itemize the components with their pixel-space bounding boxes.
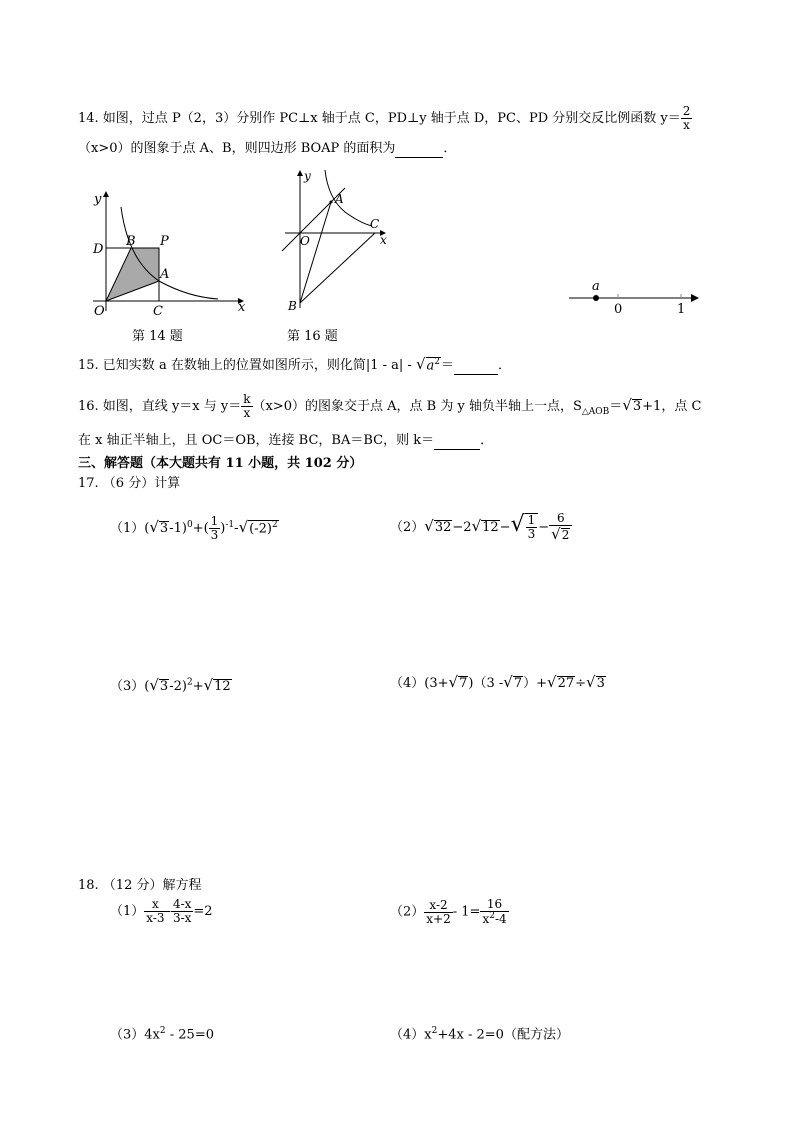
sqrt-32: 32 [434,520,452,535]
part-label: （1） [110,904,145,920]
term: +4x - 2=0（配方法） [437,1027,569,1043]
sqrt-27: 27 [557,676,575,691]
frac-denominator: x [243,406,251,421]
term: -4 [494,912,507,927]
label-C: C [153,304,163,319]
minus: - [234,521,239,537]
exponent: 2 [489,911,495,922]
period: ． [480,433,494,448]
figure-14-caption: 第 14 题 [132,329,183,344]
radical-sign: √ [203,676,214,694]
q17-part4 [390,673,606,692]
frac-denominator: x-3 [146,911,165,926]
radical-sign: √ [586,673,596,691]
fraction-4-x-over-3-x [171,898,193,925]
frac-numerator: k [243,392,251,406]
minus: − [538,520,550,535]
label-x: x [380,233,387,247]
frac-denominator: 3 [527,527,536,541]
y-axis-arrow [297,170,303,176]
q14-line1 [78,105,692,132]
paren: ( [144,521,150,537]
label-A: A [160,267,170,282]
exponent: 0 [186,519,193,530]
frac-numerator: 6 [549,512,572,526]
q15-line [78,355,511,375]
term: (3+ [424,676,449,691]
q18-part1 [110,898,213,925]
point-A [330,201,333,204]
plus: + [192,679,204,694]
term: - 25=0 [165,1027,214,1043]
q16-text-1: 16. 如图，直线 y＝x 与 y＝ [78,399,242,415]
sqrt-fraction [525,513,539,541]
number-line [565,278,705,318]
part-label: （1） [110,521,145,537]
frac-denominator: 3 [210,528,219,543]
q14-line2 [78,141,456,158]
part-label: （3） [110,1027,145,1043]
term: +( [192,521,209,537]
answer-blank[interactable] [454,358,498,375]
sqrt-a-squared [426,357,442,374]
radical-sign: √ [503,673,513,691]
frac-denominator [480,912,508,926]
period: ． [443,141,457,156]
exponent: 2 [159,1026,166,1036]
part-label: （4） [390,676,425,691]
frac-numerator: 16 [480,898,508,912]
frac-numerator: x-2 [424,899,452,913]
sqrt-neg2-squared [248,520,279,537]
variable: x [482,912,490,927]
frac-denominator: 3-x [172,911,192,926]
frac-denominator: x+2 [426,911,451,926]
sqrt-12: 12 [214,679,231,694]
radical-sign: √ [149,676,159,694]
frac-numerator: x [144,898,166,912]
part-label: （2） [390,520,425,535]
radical-sign: √ [424,517,434,535]
radical-sign: √ [510,512,525,537]
radical-sign: √ [547,673,557,691]
label-O: O [300,234,310,248]
part-label: （2） [390,904,425,920]
radical-sign: √ [551,525,561,544]
sqrt-2: 2 [561,528,570,543]
term: ）+ [523,676,547,691]
radical-sign: √ [149,518,159,537]
rhs: =2 [193,904,213,920]
label-C: C [370,217,380,231]
term: 4x [144,1027,160,1043]
fraction-6-sqrt2 [549,512,572,543]
fraction-x-over-x-3 [144,898,166,925]
radical-sign: √ [471,517,482,535]
label-y: y [304,169,311,183]
q16-text-4: 在 x 轴正半轴上，且 OC＝OB，连接 BC，BA＝BC，则 k＝ [78,433,435,448]
q17-part1 [110,515,279,542]
q14-fraction [681,105,693,132]
exponent: 2 [431,1026,438,1036]
q14-text-1: 14. 如图，过点 P（2，3）分别作 PC⊥x 轴于点 C，PD⊥y 轴于点 D，PC、PD 分别交反比例函数 y＝ [78,111,681,127]
radical-sign: √ [622,396,632,415]
term: - 1= [452,904,481,920]
sqrt-3: 3 [159,679,169,694]
label-O: O [94,304,105,319]
q14-text-2: （x>0）的图象于点 A、B，则四边形 BOAP 的面积为 [78,141,396,156]
term: )（3 - [468,676,504,691]
label-B: B [288,299,297,313]
fraction-16-over-x2-4 [480,898,508,926]
number-line-arrow [691,294,699,302]
divide: ÷ [575,676,587,691]
label-one: 1 [677,302,686,317]
minus: - [166,904,171,920]
term: -2) [169,679,187,694]
equals: ＝ [609,399,623,415]
q17-part3 [110,676,232,695]
q16-text-3: +1，点 C [642,399,702,415]
q16-line1 [78,393,701,420]
label-P: P [160,234,169,249]
part-label: （4） [390,1027,425,1043]
figure-14 [88,185,258,345]
q16-text-2: （x>0）的图象交于点 A，点 B 为 y 轴负半轴上一点，S [252,399,582,415]
section-3-heading: 三、解答题（本大题共有 11 小题，共 102 分） [78,456,363,471]
sqrt-3: 3 [159,521,169,537]
frac-numerator: 4-x [172,897,192,911]
q15-text: 15. 已知实数 a 在数轴上的位置如图所示，则化简|1 - a| - [78,358,412,373]
paren: ( [144,679,150,694]
radical-sign: √ [415,355,426,373]
term: -1) [169,521,187,537]
sqrt-12: 12 [482,520,499,535]
figure-16-caption: 第 16 题 [287,329,338,344]
exponent: 2 [271,519,278,530]
label-a: a [592,279,600,294]
term: x [424,1027,432,1043]
frac-denominator: x [683,118,690,133]
fraction-x-2-over-x+2 [424,899,452,926]
part-label: （3） [110,679,145,694]
q18-part4 [390,1026,569,1043]
radicand: a [426,358,435,373]
fraction-1-3 [526,514,538,541]
radical-sign: √ [238,518,249,537]
label-B: B [126,234,136,249]
q18-part3 [110,1026,214,1043]
label-A: A [335,192,344,206]
y-axis-arrow [103,191,109,197]
exponent: 2 [434,356,440,367]
equals: ＝ [441,358,455,373]
term: −2 [452,520,472,535]
frac-numerator: 1 [210,514,219,528]
sqrt-3: 3 [632,399,642,415]
paren: ) [220,521,226,537]
sqrt-7: 7 [459,676,468,691]
q18-title: 18. （12 分）解方程 [78,878,202,893]
radicand: (-2) [249,521,272,537]
triangle-subscript: △AOB [581,406,610,417]
sqrt-3: 3 [596,676,605,691]
period: ． [498,358,512,373]
label-D: D [93,242,104,257]
radical-sign: √ [448,673,459,691]
q16-fraction [241,393,252,420]
q16-line2 [78,433,493,450]
exponent: -1 [225,519,235,530]
label-x: x [238,300,246,315]
minus: − [499,520,511,535]
q18-part2 [390,898,509,926]
answer-blank[interactable] [395,141,443,158]
label-y: y [94,192,102,207]
exponent: 2 [186,677,193,688]
hyperbola-curve [325,170,372,226]
q17-title: 17. （6 分）计算 [78,476,181,491]
fraction-1-3 [209,515,221,542]
frac-denominator [549,526,572,543]
frac-numerator: 1 [527,512,536,527]
frac-numerator: 2 [682,104,691,118]
answer-blank[interactable] [434,433,480,450]
point-a [593,295,599,301]
sqrt-7: 7 [513,676,523,691]
label-zero: 0 [614,302,623,317]
q17-part2 [390,512,572,543]
figure-16 [280,168,400,318]
